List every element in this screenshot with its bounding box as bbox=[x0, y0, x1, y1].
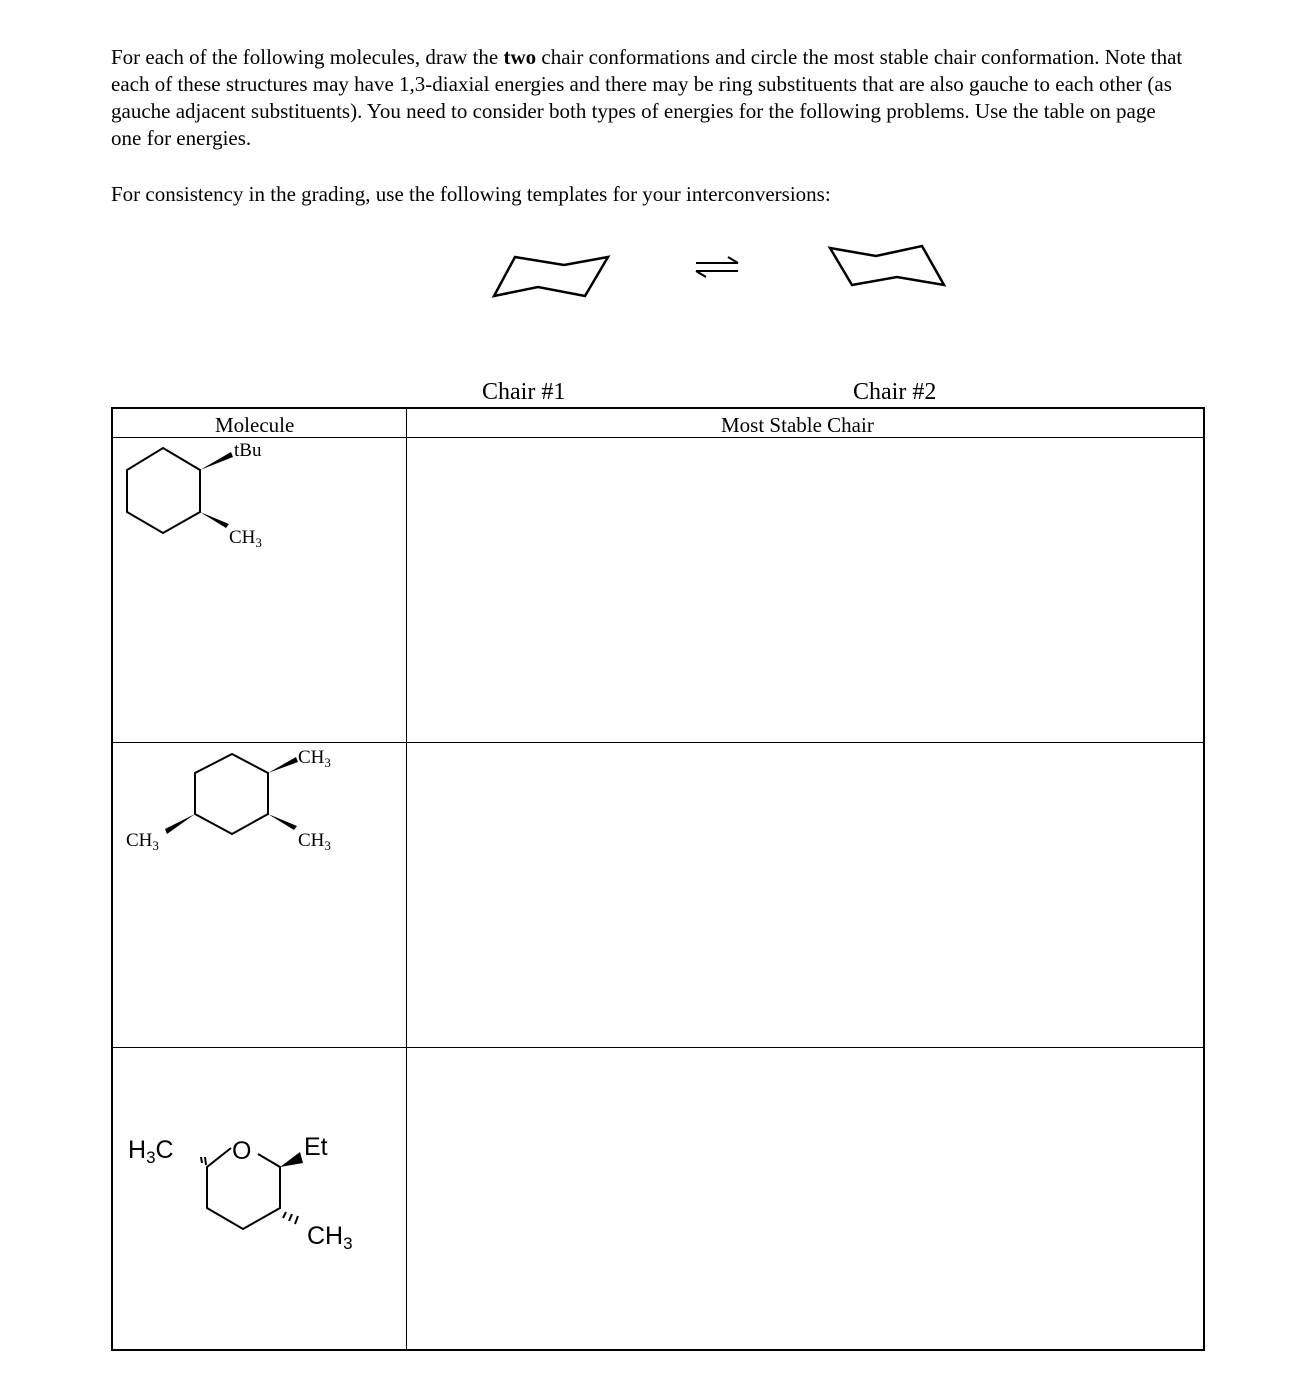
template-note: For consistency in the grading, use the following templates for your interconversions: bbox=[111, 182, 831, 206]
header-molecule: Molecule bbox=[215, 413, 295, 437]
label-ch3-row1: $CH_3$ bbox=[229, 527, 262, 550]
instructions-part2: chair conformations and circle the most stable chair conformation. Note that each of these structures may have 1,3-diaxial energies and there may be ring substituents that are also gauche to each other (as gauche adjacent substituents). You need to consider both types of energies for the following problems. Use the table on page one for energies. bbox=[111, 45, 1183, 150]
label-ch3-row3: $CH_3$ bbox=[307, 1222, 353, 1253]
label-et: Et bbox=[304, 1133, 328, 1161]
label-ch3-left: $CH_3$ bbox=[126, 830, 159, 853]
wedge-bond-ch3-left bbox=[165, 814, 195, 834]
label-oxygen: O bbox=[232, 1137, 252, 1165]
label-tbu: tBu bbox=[234, 440, 262, 461]
header-most-stable-chair: Most Stable Chair bbox=[721, 413, 874, 437]
instructions-part1: For each of the following molecules, draw the bbox=[111, 45, 504, 69]
molecule-row-3 bbox=[128, 1133, 353, 1253]
label-h3c: $H_3C$ bbox=[128, 1136, 174, 1167]
instructions-bold: two bbox=[503, 45, 537, 69]
molecule-row-2 bbox=[126, 747, 331, 853]
label-ch3-right: $CH_3$ bbox=[298, 830, 331, 853]
wedge-bond-tbu bbox=[200, 452, 233, 470]
chair1-column-heading: Chair #1 bbox=[482, 379, 566, 405]
label-ch3-top: $CH_3$ bbox=[298, 747, 331, 770]
cyclohexane-ring-2 bbox=[195, 754, 268, 834]
wedge-bond-ch3-1 bbox=[200, 512, 229, 528]
wedge-bond-et bbox=[280, 1152, 303, 1167]
cyclohexane-ring-1 bbox=[127, 448, 200, 533]
wedge-bond-ch3-top bbox=[268, 757, 298, 773]
wedge-bond-ch3-right bbox=[268, 814, 297, 830]
chair2-column-heading: Chair #2 bbox=[853, 379, 937, 405]
hash-bond-ch3 bbox=[283, 1212, 298, 1224]
molecule-row-1 bbox=[127, 440, 262, 550]
hash-bond-h3c bbox=[201, 1157, 206, 1165]
